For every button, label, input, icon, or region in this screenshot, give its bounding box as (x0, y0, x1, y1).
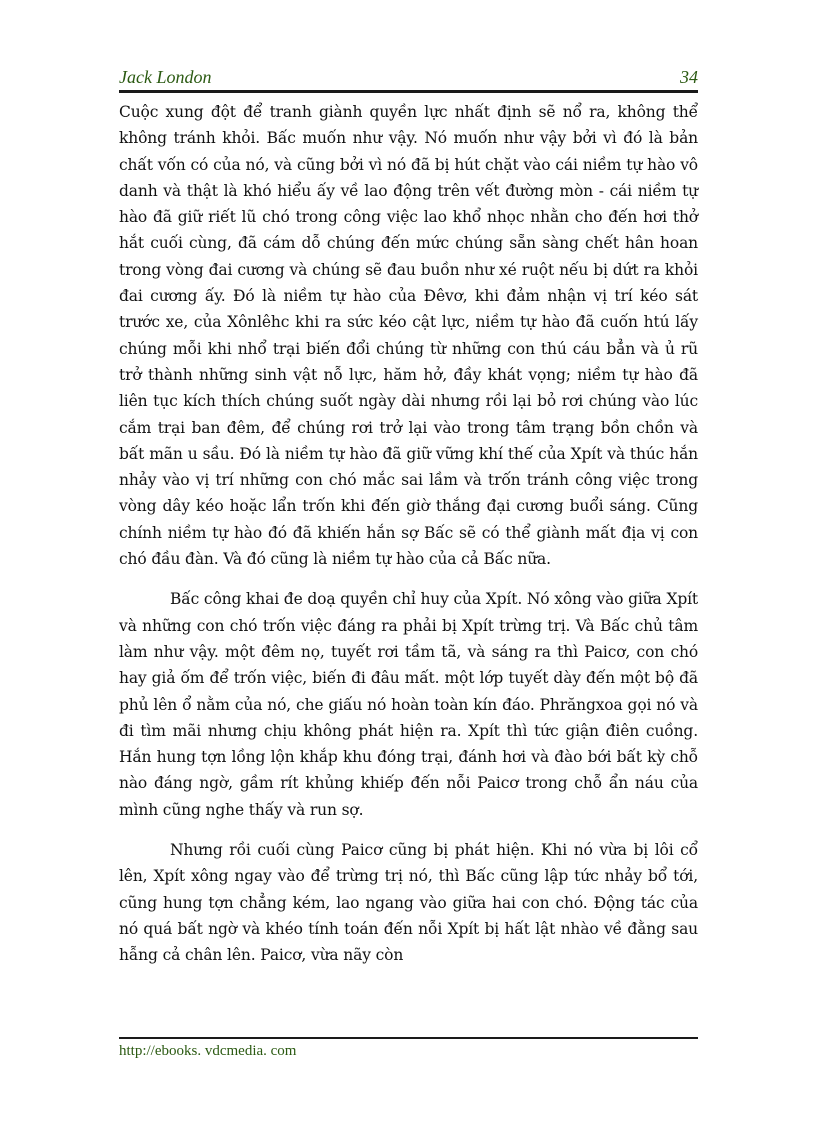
header-divider (119, 90, 698, 93)
footer-divider (119, 1037, 698, 1039)
footer-url: http://ebooks. vdcmedia. com (119, 1043, 297, 1059)
page-header (119, 62, 698, 88)
page-number: 34 (680, 67, 698, 87)
paragraph-1: Cuộc xung đột để tranh giành quyền lực nhất định sẽ nổ ra, không thể không tránh khỏi. Bấc muốn như vậy. Nó muốn như vậy bởi vì đó là bản chất vốn có của nó, và cũng bởi vì nó đã bị hút chặt vào cái niềm tự hào vô danh và thật là khó hiểu ấy về lao động trên vết đường mòn - cái niềm tự hào đã giữ riết lũ chó trong công việc lao khổ nhọc nhằn cho đến hơi thở hắt cuối cùng, đã cám dỗ chúng đến mức chúng sẵn sàng chết hân hoan trong vòng đai cương và chúng sẽ đau buồn như xé ruột nếu bị dứt ra khỏi đai cương ấy. Đó là niềm tự hào của Đêvơ, khi đảm nhận vị trí kéo sát trước xe, của Xônlêhc khi ra sức kéo cật lực, niềm tự hào đã cuốn htú lấy chúng mỗi khi nhổ trại biến đổi chúng từ những con thú cáu bẳn và ủ rũ trở thành những sinh vật nỗ lực, hăm hở, đầy khát vọng; niềm tự hào đã liên tục kích thích chúng suốt ngày dài nhưng rồi lại bỏ rơi chúng vào lúc cắm trại ban đêm, để chúng rơi trở lại vào trong tâm trạng bồn chồn và bất mãn u sầu. Đó là niềm tự hào đã giữ vững khí thế của Xpít và thúc hắn nhảy vào vị trí những con chó mắc sai lầm và trốn tránh công việc trong vòng dây kéo hoặc lẩn trốn khi đến giờ thắng đại cương buổi sáng. Cũng chính niềm tự hào đó đã khiến hắn sợ Bấc sẽ có thể giành mất địa vị con chó đầu đàn. Và đó cũng là niềm tự hào của cả Bấc nữa. (119, 103, 698, 569)
book-author-title: Jack London (119, 67, 212, 87)
paragraph-3: Nhưng rồi cuối cùng Paicơ cũng bị phát hiện. Khi nó vừa bị lôi cổ lên, Xpít xông ngay vào để trừng trị nó, thì Bấc cũng lập tức nhảy bổ tới, cũng hung tợn chẳng kém, lao ngang vào giữa hai con chó. Động tác của nó quá bất ngờ và khéo tính toán đến nỗi Xpít bị hất lật nhào về đằng sau hẫng cả chân lên. Paicơ, vừa nãy còn (119, 841, 698, 965)
page-body (119, 99, 698, 983)
paragraph-2: Bấc công khai đe doạ quyền chỉ huy của Xpít. Nó xông vào giữa Xpít và những con chó trốn việc đáng ra phải bị Xpít trừng trị. Và Bấc chủ tâm làm như vậy. một đêm nọ, tuyết rơi tầm tã, và sáng ra thì Paicơ, con chó hay giả ốm để trốn việc, biến đi đâu mất. một lớp tuyết dày đến một bộ đã phủ lên ổ nằm của nó, che giấu nó hoàn toàn kín đáo. Phrăngxoa gọi nó và đi tìm mãi nhưng chịu không phát hiện ra. Xpít thì tức giận điên cuồng. Hắn hung tợn lồng lộn khắp khu đóng trại, đánh hơi và đào bới bất kỳ chỗ nào đáng ngờ, gầm rít khủng khiếp đến nỗi Paicơ trong chỗ ẩn náu của mình cũng nghe thấy và run sợ. (119, 590, 698, 819)
